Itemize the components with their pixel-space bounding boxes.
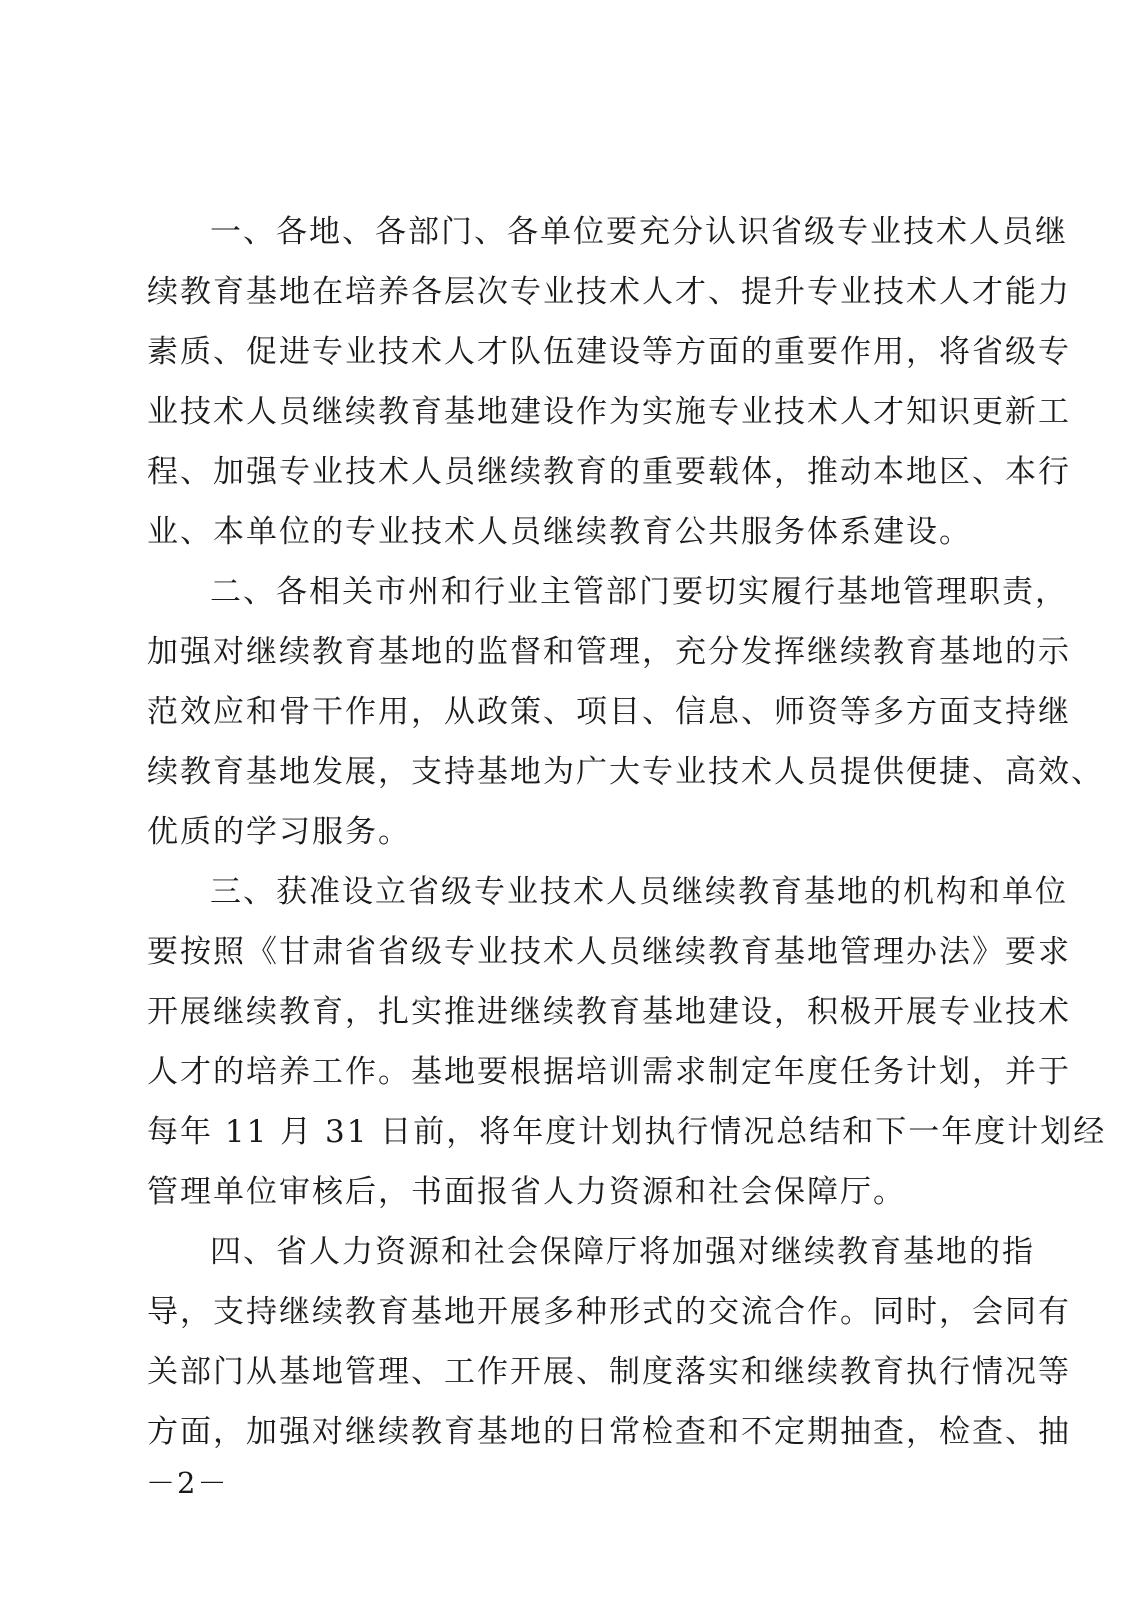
paragraph-4-line-4: 方面，加强对继续教育基地的日常检查和不定期抽查，检查、抽 xyxy=(147,1414,1071,1450)
page-number: －2－ xyxy=(146,1466,229,1500)
paragraph-1-line-4: 业技术人员继续教育基地建设作为实施专业技术人才知识更新工 xyxy=(147,394,1071,430)
paragraph-1-line-2: 续教育基地在培养各层次专业技术人才、提升专业技术人才能力 xyxy=(147,274,1071,310)
paragraph-1-line-3: 素质、促进专业技术人才队伍建设等方面的重要作用，将省级专 xyxy=(147,334,1071,370)
paragraph-2-line-4: 续教育基地发展，支持基地为广大专业技术人员提供便捷、高效、 xyxy=(147,754,1104,790)
paragraph-2-line-2: 加强对继续教育基地的监督和管理，充分发挥继续教育基地的示 xyxy=(147,634,1071,670)
paragraph-4-line-3: 关部门从基地管理、工作开展、制度落实和继续教育执行情况等 xyxy=(147,1354,1071,1390)
paragraph-3-line-4: 人才的培养工作。基地要根据培训需求制定年度任务计划，并于 xyxy=(147,1054,1071,1090)
paragraph-1-line-1: 一、各地、各部门、各单位要充分认识省级专业技术人员继 xyxy=(210,214,1068,250)
paragraph-3-line-5: 每年 11 月 31 日前，将年度计划执行情况总结和下一年度计划经 xyxy=(147,1114,1107,1150)
paragraph-3-line-6: 管理单位审核后，书面报省人力资源和社会保障厅。 xyxy=(147,1174,906,1210)
paragraph-1-line-5: 程、加强专业技术人员继续教育的重要载体，推动本地区、本行 xyxy=(147,454,1071,490)
paragraph-4-line-1: 四、省人力资源和社会保障厅将加强对继续教育基地的指 xyxy=(210,1234,1035,1270)
paragraph-2-line-1: 二、各相关市州和行业主管部门要切实履行基地管理职责， xyxy=(210,574,1068,610)
paragraph-2-line-5: 优质的学习服务。 xyxy=(147,814,411,850)
paragraph-3-line-3: 开展继续教育，扎实推进继续教育基地建设，积极开展专业技术 xyxy=(147,994,1071,1030)
paragraph-1-line-6: 业、本单位的专业技术人员继续教育公共服务体系建设。 xyxy=(147,514,972,550)
paragraph-2-line-3: 范效应和骨干作用，从政策、项目、信息、师资等多方面支持继 xyxy=(147,694,1071,730)
paragraph-4-line-2: 导，支持继续教育基地开展多种形式的交流合作。同时，会同有 xyxy=(147,1294,1071,1330)
paragraph-3-line-1: 三、获准设立省级专业技术人员继续教育基地的机构和单位 xyxy=(210,874,1068,910)
paragraph-3-line-2: 要按照《甘肃省省级专业技术人员继续教育基地管理办法》要求 xyxy=(147,934,1071,970)
